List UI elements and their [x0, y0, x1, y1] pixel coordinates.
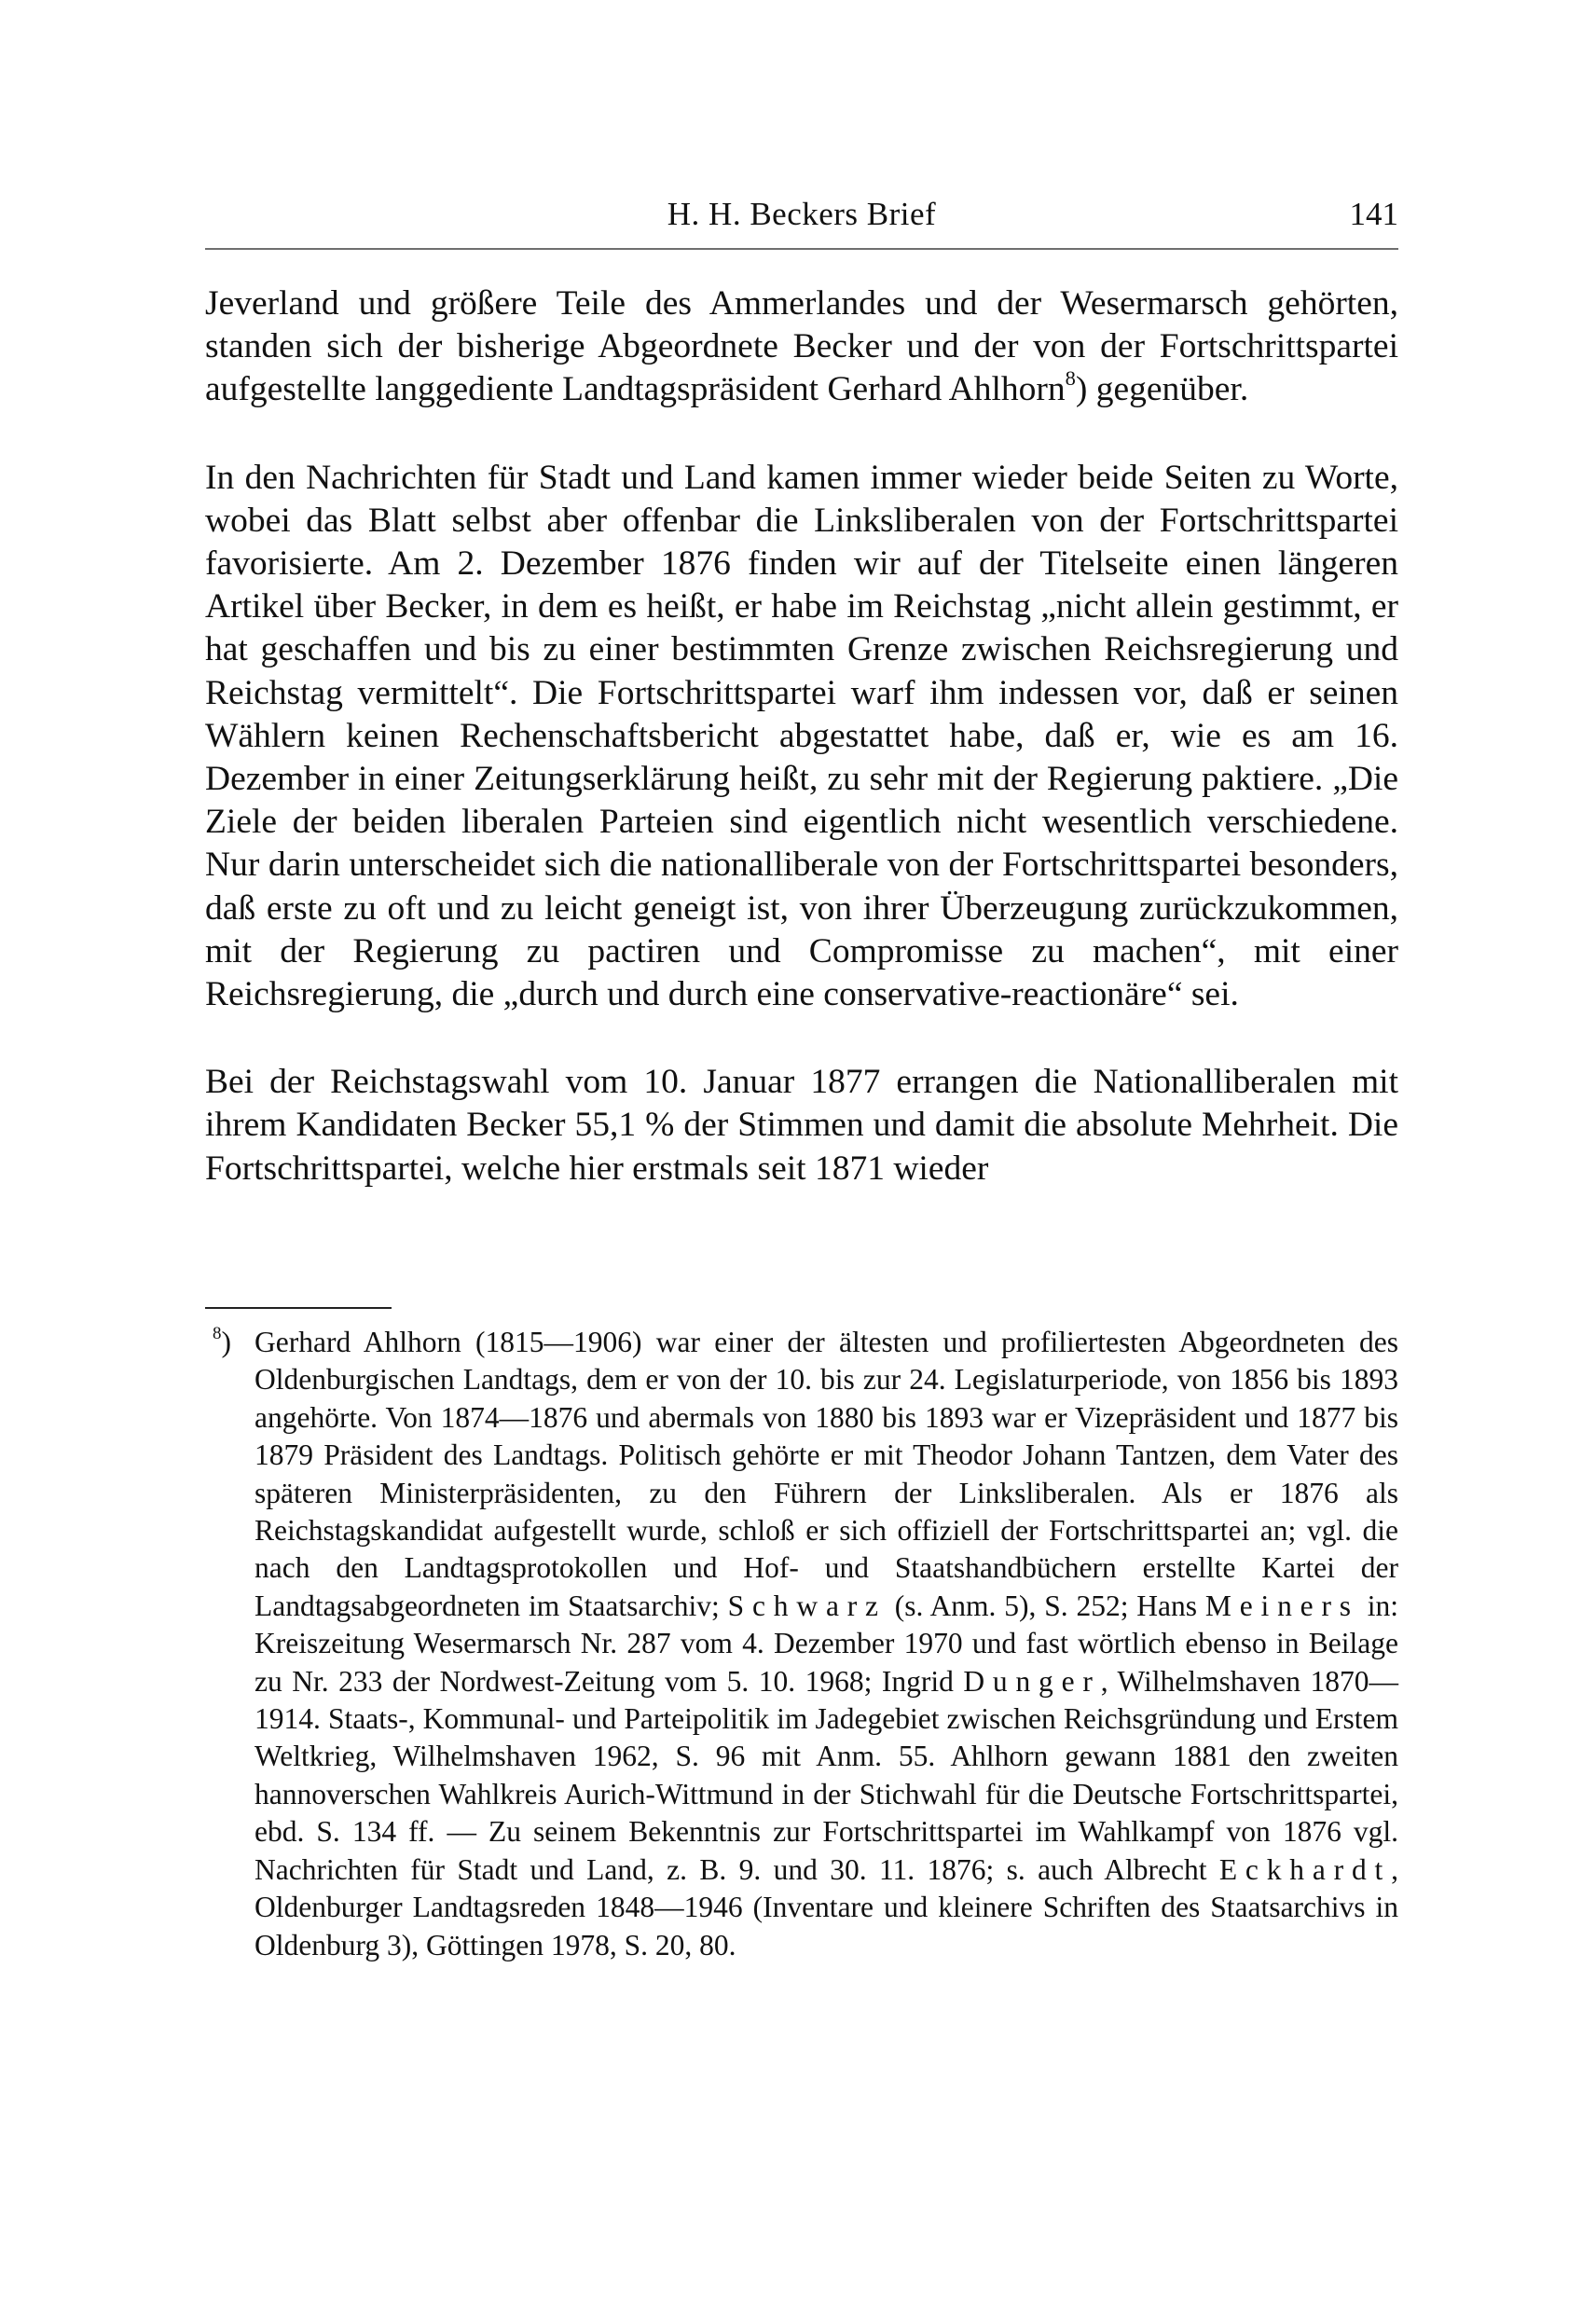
- author-name: Meiners: [1204, 1589, 1359, 1622]
- paragraph-1-text: Jeverland und größere Teile des Ammerlandes und der Wesermarsch gehörten, standen sich der bisherige Abgeordnete Becker und der von der Fortschrittspartei aufgestellte langgediente Landtagspräsident Gerhard Ahlhorn: [205, 284, 1398, 409]
- author-name: Eckhardt: [1218, 1852, 1392, 1886]
- footnote-marker-paren: ): [221, 1326, 231, 1358]
- running-head: [205, 190, 1398, 239]
- footnote-rule: [205, 1307, 392, 1309]
- footnote-text-1: Gerhard Ahlhorn (1815—1906) war einer der ältesten und profiliertesten Abgeordneten des Oldenburgischen Landtags, dem er von der 10. bis zur 24. Legislaturperiode, von 1856 bis 1893 angehörte. Von 1874—1876 und abermals von 1880 bis 1893 war er Vizepräsident und 1877 bis 1879 Präsident des Landtags. Politisch gehörte er mit Theodor Johann Tantzen, dem Vater des späteren Ministerpräsidenten, zu den Führern der Linksliberalen. Als er 1876 als Reichstagskandidat aufgestellt wurde, schloß er sich offiziell der Fortschrittspartei an; vgl. die nach den Landtagsprotokollen und Hof- und Staatshandbüchern erstellte Kartei der Landtagsabgeordneten im Staatsarchiv;: [255, 1326, 1398, 1622]
- footnote-text-2: (s. Anm. 5), S. 252; Hans: [894, 1589, 1198, 1622]
- main-text: [205, 282, 1398, 1190]
- paragraph-2: In den Nachrichten für Stadt und Land kamen immer wieder beide Seiten zu Worte, wobei das Blatt selbst aber offenbar die Linksliberalen von der Fortschrittspartei favorisierte. Am 2. Dezember 1876 finden wir auf der Titelseite einen längeren Artikel über Becker, in dem es heißt, er habe im Reichstag „nicht allein gestimmt, er hat geschaffen und bis zu einer bestimmten Grenze zwischen Reichsregierung und Reichstag vermittelt“. Die Fortschrittspartei warf ihm indessen vor, daß er seinen Wählern keinen Rechenschaftsbericht abgestattet habe, daß er, wie es am 16. Dezember in einer Zeitungserklärung heißt, zu sehr mit der Regierung paktiere. „Die Ziele der beiden liberalen Parteien sind eigentlich nicht wesentlich verschiedene. Nur darin unterscheidet sich die nationalliberale von der Fortschrittspartei besonders, daß erste zu oft und zu leicht geneigt ist, von ihrer Überzeugung zurückzukommen, mit der Regierung zu pactiren und Compromisse zu machen“, mit einer Reichsregierung, die „durch und durch eine conservative-reactionäre“ sei.: [205, 458, 1398, 1014]
- author-name: Dunger: [963, 1664, 1101, 1698]
- footnote-text-5: , Oldenburger Landtagsreden 1848—1946 (Inventare und kleinere Schriften des Staatsarchivs in Oldenburg 3), Göttingen 1978, S. 20, 80.: [255, 1852, 1398, 1961]
- footnote-marker: [213, 1324, 231, 1361]
- footnote-8: [205, 1324, 1398, 1964]
- footnote-marker-number: 8: [213, 1323, 222, 1343]
- running-title: H. H. Beckers Brief: [667, 196, 937, 232]
- footnote-reference: 8: [1065, 365, 1076, 390]
- author-name: Schwarz: [727, 1589, 887, 1622]
- paragraph-1-tail: ) gegenüber.: [1075, 370, 1249, 409]
- page-number: 141: [1349, 196, 1398, 232]
- footnote-text-4: , Wilhelmshaven 1870—1914. Staats-, Kommunal- und Parteipolitik im Jadegebiet zwischen Reichsgründung und Erstem Weltkrieg, Wilhelmshaven 1962, S. 96 mit Anm. 55. Ahlhorn gewann 1881 den zweiten hannoverschen Wahlkreis Aurich-Wittmund in der Stichwahl für die Deutsche Fortschrittspartei, ebd. S. 134 ff. — Zu seinem Bekenntnis zur Fortschrittspartei im Wahlkampf von 1876 vgl. Nachrichten für Stadt und Land, z. B. 9. und 30. 11. 1876; s. auch Albrecht: [255, 1664, 1398, 1886]
- header-rule: [205, 248, 1398, 250]
- paragraph-1: [205, 282, 1398, 412]
- footnotes: [205, 1324, 1398, 1964]
- footnote-text-3: in: Kreiszeitung Wesermarsch Nr. 287 vom 4. Dezember 1970 und fast wörtlich ebenso in Beilage zu Nr. 233 der Nordwest-Zeitung vom 5. 10. 1968; Ingrid: [255, 1589, 1398, 1698]
- paragraph-3: Bei der Reichstagswahl vom 10. Januar 1877 errangen die Nationalliberalen mit ihrem Kandidaten Becker 55,1 % der Stimmen und damit die absolute Mehrheit. Die Fortschrittspartei, welche hier erstmals seit 1871 wieder: [205, 1063, 1398, 1188]
